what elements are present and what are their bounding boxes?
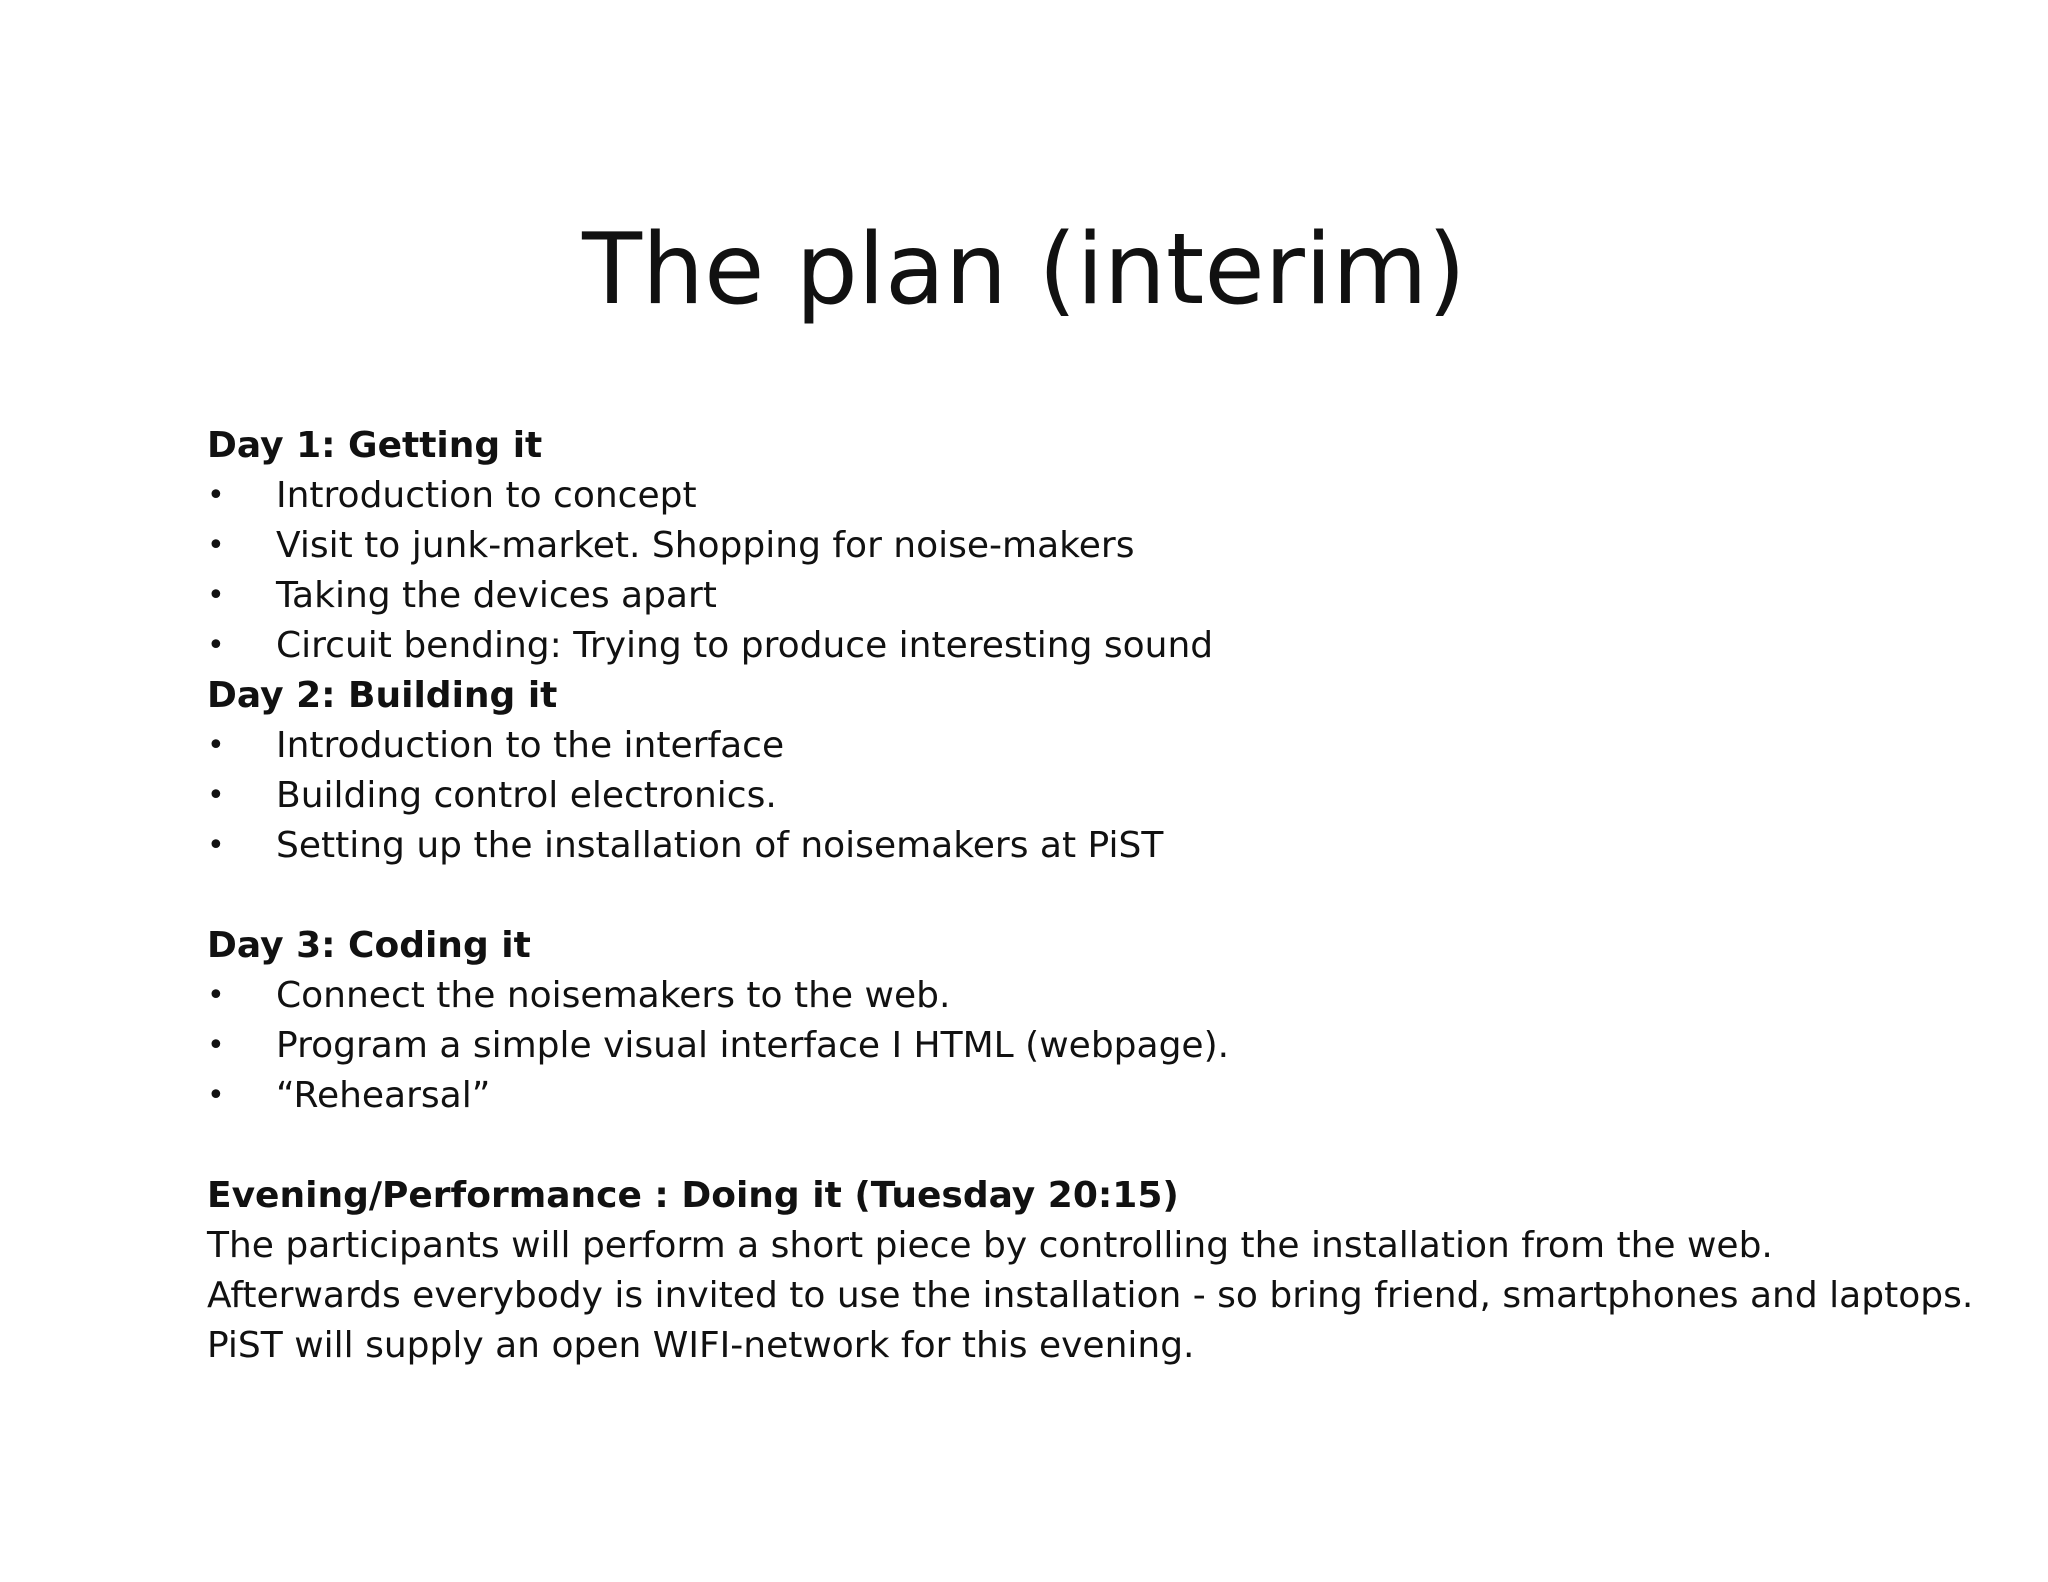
day-3-heading: Day 3: Coding it (207, 925, 531, 966)
evening-text-line: Afterwards everybody is invited to use the installation - so bring friend, smartphones and laptops. (207, 1275, 1974, 1316)
list-item-text: Visit to junk-market. Shopping for noise-makers (276, 525, 1135, 566)
list-item-text: Setting up the installation of noisemakers at PiST (276, 825, 1164, 866)
bullet-icon: • (207, 1078, 225, 1113)
list-item (207, 521, 2007, 571)
list-item (207, 1071, 2007, 1121)
list-item (207, 821, 2007, 871)
bullet-icon: • (207, 528, 225, 563)
bullet-icon: • (207, 728, 225, 763)
bullet-icon: • (207, 778, 225, 813)
bullet-icon: • (207, 828, 225, 863)
list-item-text: Introduction to the interface (276, 725, 785, 766)
list-item (207, 571, 2007, 621)
list-item-text: Introduction to concept (276, 475, 697, 516)
list-item (207, 1021, 2007, 1071)
spacer (207, 871, 2007, 921)
evening-heading: Evening/Performance : Doing it (Tuesday 20:15) (207, 1175, 1179, 1216)
list-item-text: Program a simple visual interface I HTML (webpage). (276, 1025, 1230, 1066)
list-item (207, 471, 2007, 521)
list-item (207, 971, 2007, 1021)
spacer (207, 1121, 2007, 1171)
list-item-text: Taking the devices apart (276, 575, 717, 616)
list-item-text: Connect the noisemakers to the web. (276, 975, 951, 1016)
list-item (207, 621, 2007, 671)
list-item-text: Circuit bending: Trying to produce interesting sound (276, 625, 1214, 666)
bullet-icon: • (207, 1028, 225, 1063)
day-1-heading: Day 1: Getting it (207, 425, 543, 466)
bullet-icon: • (207, 478, 225, 513)
slide-content (207, 421, 2007, 1371)
day-2-heading: Day 2: Building it (207, 675, 558, 716)
list-item (207, 721, 2007, 771)
bullet-icon: • (207, 978, 225, 1013)
slide-title: The plan (interim) (582, 213, 1466, 327)
bullet-icon: • (207, 628, 225, 663)
list-item-text: Building control electronics. (276, 775, 777, 816)
evening-text-line: The participants will perform a short piece by controlling the installation from the web. (207, 1225, 1773, 1266)
bullet-icon: • (207, 578, 225, 613)
list-item-text: “Rehearsal” (276, 1075, 491, 1116)
evening-text-line: PiST will supply an open WIFI-network for this evening. (207, 1325, 1195, 1366)
list-item (207, 771, 2007, 821)
